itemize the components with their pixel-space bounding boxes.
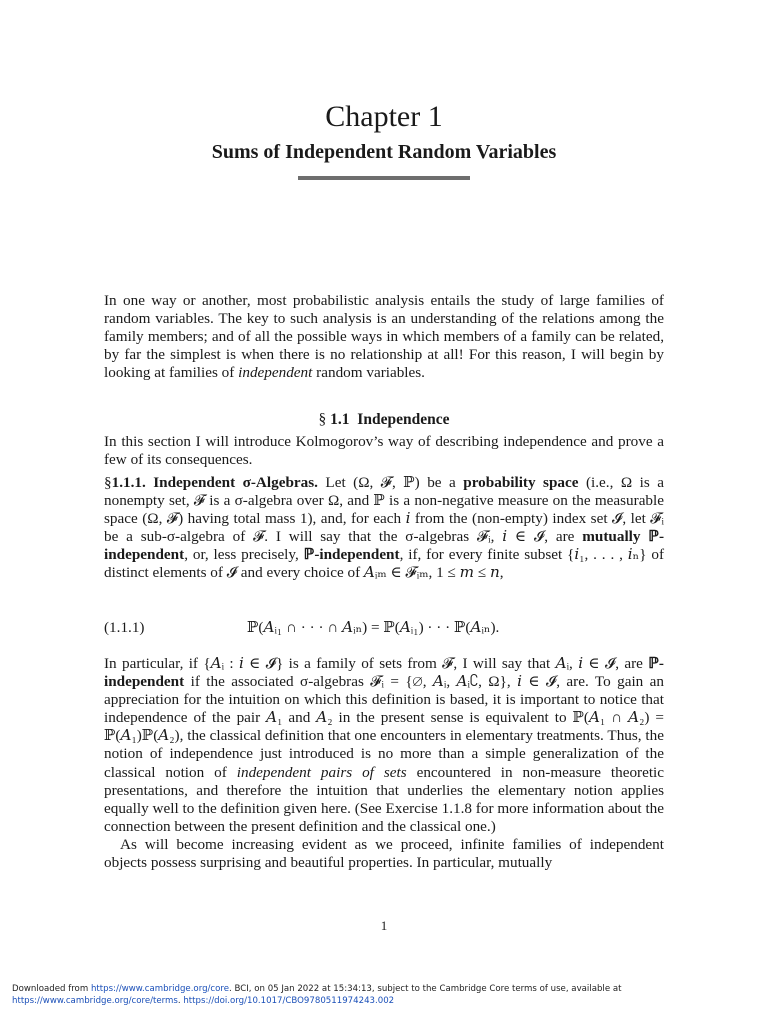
particular-text-b: if the associated σ-algebras 𝓕ᵢ = {∅, 𝐴ᵢ, 𝐴ᵢ∁, Ω}, 𝑖 ∈ 𝓘, are. To gain an appreciation for the intuition on which this definition is based, it is important to notice that independence of the pair 𝐴₁ and 𝐴₂ in the present sense is equivalent to ℙ(𝐴₁ ∩ 𝐴₂) = ℙ(𝐴₁)ℙ(𝐴₂), the classical definition that one encounters in elementary treatments. Thus, the notion of independence just introduced is no more than a simple generalization of the classical notion of bbox=[104, 673, 665, 781]
term-mutually-independent: mutually ℙ-independent bbox=[104, 528, 665, 564]
section-intro-paragraph bbox=[104, 433, 664, 469]
page-number: 1 bbox=[380, 918, 388, 933]
footer-link-doi[interactable]: https://doi.org/10.1017/CBO9780511974243.002 bbox=[183, 996, 395, 1006]
equation-body: ℙ(𝐴ᵢ₁ ∩ · · · ∩ 𝐴ᵢₙ) = ℙ(𝐴ᵢ₁) · · · ℙ(𝐴ᵢₙ). bbox=[247, 619, 500, 636]
subsection-paragraph bbox=[104, 474, 664, 583]
term-p-independent: ℙ-independent bbox=[303, 546, 400, 564]
section-intro-text: In this section I will introduce Kolmogorov’s way of describing independence and prove a few of its consequences. bbox=[104, 433, 664, 469]
intro-text: In one way or another, most probabilistic analysis entails the study of large families of random variables. The key to such analysis is an understanding of the relations among the family members; and of all the possible ways in which members of a family can be related, by far the simplest is when there is no relationship at all! For this reason, I will begin by looking at families of bbox=[104, 292, 664, 382]
particular-paragraph bbox=[104, 655, 664, 872]
section-number: 1.1 bbox=[330, 411, 350, 428]
subsection-text-d: , if, for every finite subset {𝑖₁, . . . , 𝑖ₙ} of distinct elements of 𝓘 and every choice of 𝐴ᵢₘ ∈ 𝓕ᵢₘ, 1 ≤ 𝑚 ≤ 𝑛, bbox=[104, 546, 664, 582]
footer-separator: . bbox=[177, 996, 181, 1006]
intro-paragraph bbox=[104, 292, 664, 382]
footer-prefix: Downloaded from bbox=[12, 984, 89, 994]
title-rule bbox=[298, 176, 470, 180]
particular-text-c: encountered in non-measure theoretic presentations, and therefore the intuition that underlies the elementary notion applies equally well to the definition given here. (See Exercise 1.1.8 for more information about the connection between the present definition and the classical one.) bbox=[104, 763, 665, 835]
section-title: Independence bbox=[357, 411, 450, 428]
subsection-text-a: Let (Ω, 𝓕, ℙ) be a bbox=[325, 474, 456, 491]
intro-emphasis: independent bbox=[238, 364, 313, 382]
download-footer bbox=[12, 983, 756, 1007]
subsection-symbol: § bbox=[104, 474, 112, 491]
particular-emphasis: independent pairs of sets bbox=[236, 763, 407, 781]
footer-link-core[interactable]: https://www.cambridge.org/core bbox=[90, 984, 230, 994]
chapter-title: Sums of Independent Random Variables bbox=[211, 141, 557, 163]
particular-term: ℙ-independent bbox=[104, 655, 664, 691]
subsection-number: 1.1.1. bbox=[111, 474, 146, 491]
section-symbol: § bbox=[318, 411, 327, 428]
equation-number: (1.1.1) bbox=[104, 619, 145, 636]
subsection-text-c: , or, less precisely, bbox=[184, 546, 299, 564]
chapter-label: Chapter 1 bbox=[325, 100, 443, 133]
term-probability-space: probability space bbox=[463, 474, 579, 491]
intro-end: random variables. bbox=[316, 364, 425, 382]
footer-middle: . BCI, on 05 Jan 2022 at 15:34:13, subject to the Cambridge Core terms of use, available at bbox=[229, 984, 622, 994]
particular-text-a: In particular, if {𝐴ᵢ : 𝑖 ∈ 𝓘} is a family of sets from 𝓕, I will say that 𝐴ᵢ, 𝑖 ∈ 𝓘, are bbox=[104, 655, 643, 672]
footer-link-terms[interactable]: https://www.cambridge.org/core/terms bbox=[12, 996, 178, 1006]
last-paragraph: As will become increasing evident as we proceed, infinite families of independent objects possess surprising and beautiful properties. In particular, mutually bbox=[104, 835, 664, 872]
subsection-title: Independent σ-Algebras. bbox=[153, 474, 318, 491]
subsection-text-b: (i.e., Ω is a nonempty set, 𝓕 is a σ-algebra over Ω, and ℙ is a non-negative measure on the measurable space (Ω, 𝓕) having total mass 1), and, for each 𝑖 from the (non-empty) index set 𝓘, let 𝓕ᵢ be a sub-σ-algebra of 𝓕. I will say that the σ-algebras 𝓕ᵢ, 𝑖 ∈ 𝓘, are bbox=[104, 474, 664, 546]
section-heading bbox=[0, 410, 768, 430]
